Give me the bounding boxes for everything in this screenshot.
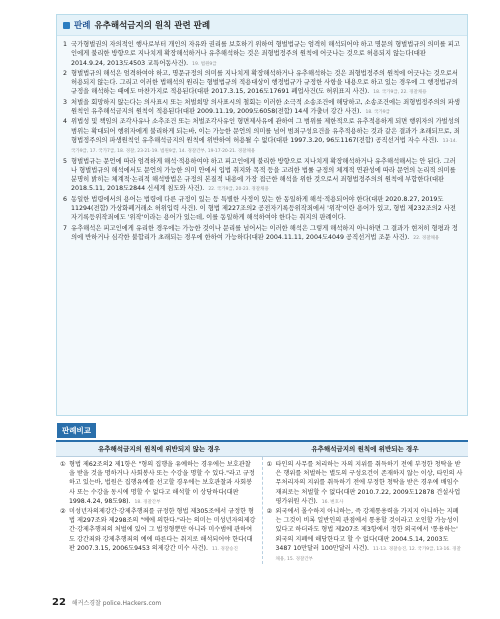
comparison-label: 판례비교	[57, 423, 96, 438]
case-item	[63, 98, 460, 118]
case-text: 형벌법규는 문언에 따라 엄격하게 해석·적용하여야 하고 피고인에게 불리한 방향으로 지나치게 확장해석하거나 유추해석해서는 안 된다. 그러나 형벌법규의 해석에서도 문언의 가능한 의미 안에서 입법 취지와 목적 등을 고려한 법률 규정의 체계적 연관성에 따라 문언의 논리적 의미를 분명히 밝히는 체계적·논리적 해석방법은 규정의 본질적 내용에 가장 접근한 해석을 위한 것으로서 죄형법정주의의 원칙에 부합한다(대판 2018.5.11, 2018도2844 신세계 침도와 사건). 22. 국가9급, 20·23. 경찰채용	[71, 157, 456, 193]
case-box-title: 유추해석금지의 원칙 관련 판례	[94, 21, 211, 31]
case-tag: 판례	[74, 21, 91, 31]
exam-source: 19. 법원9급	[192, 61, 217, 67]
comparison-item	[60, 507, 257, 554]
case-item	[63, 157, 460, 195]
case-text: 처벌을 회망하지 않는다는 의사표시 또는 처벌희망 의사표시의 철회는 이러한 소극적 소송조건에 해당하고, 소송조건에는 죄형법정주의의 파생원칙인 유추해석금지의 원칙이 적용된다(대판 2009.11.19, 2009도6058(전합) 14세 가출녀 강간 사건). 18. 국가9급	[71, 98, 460, 116]
case-number: 2	[63, 69, 68, 77]
case-number: 7	[63, 224, 68, 232]
case-number: 1	[63, 41, 68, 48]
case-number: 6	[63, 195, 68, 203]
exam-source: 18. 경찰간부	[134, 499, 161, 505]
case-item	[63, 117, 460, 156]
exam-source: 11·13. 경찰승진, 12. 국가9급, 13·16. 경찰채용, 15. 경찰간부	[275, 546, 461, 563]
item-number: ②	[266, 508, 273, 516]
case-number: 4	[63, 118, 68, 126]
case-text: 위법성 및 책임의 조각사유나 소추조건 또는 처벌조각사유인 형면제사유에 관하여 그 범위를 제한적으로 유추적용하게 되면 행위자의 가벌성의 범위는 확대되어 행위자에게 불리하게 되는바, 이는 가능한 문언의 의미를 넘어 범죄구성요건을 유추적용하는 것과 같은 결과가 초래되므로, 죄형법정주의의 파생원칙인 유추해석금지의 원칙에 위반하여 허용될 수 없다(대판 1997.3.20, 96도1167(전합) 공직선거법 자수 사건). 13·14. 국가9급, 17. 국가7급, 18. 경찰, 23·21·19. 법원9급, 14. 경찰간부, 19·17·20·21. 경찰채용	[71, 118, 460, 155]
case-item	[63, 69, 460, 98]
case-box	[56, 14, 468, 416]
left-column-header: 유추해석금지의 원칙에 위반되지 않는 경우	[97, 445, 221, 453]
exam-source: 11. 경찰승진	[211, 546, 238, 552]
comparison-item	[267, 460, 464, 507]
case-item	[63, 40, 460, 69]
case-number: 3	[63, 98, 68, 106]
case-list	[57, 36, 467, 243]
item-text: 형법 제62조의2 제1항은 "형의 집행을 유예하는 경우에는 보호관찰을 받을 것을 명하거나 사회봉사 또는 수강을 명할 수 있다."라고 규정하고 있는바, 법원은 집행유예를 선고할 경우에는 보호관찰과 사회봉사 또는 수강을 동시에 명할 수 없다고 해석할 이 상당하다(대판 1998.4.24, 98도98). 18. 경찰간부	[69, 461, 255, 505]
left-column	[56, 457, 262, 564]
page-footer	[52, 597, 161, 608]
comparison-body	[56, 457, 468, 564]
item-number: ②	[60, 508, 66, 516]
comparison-table	[56, 440, 468, 564]
case-text: 국가형벌권의 자의적인 행사로부터 개인의 자유와 권리를 보호하기 위하여 형벌법규는 엄격히 해석되어야 하고 명문의 형벌법규의 의미를 피고인에게 불리한 방향으로 지나치게 확장해석하거나 유추해석하는 것은 죄형법정주의 원칙에 어긋나는 것으로 허용되지 않는다(대판 2014.9.24, 2013도4503 교특어동사건). 19. 법원9급	[71, 41, 460, 67]
case-item	[63, 195, 460, 224]
right-column	[262, 457, 469, 564]
case-item	[63, 224, 460, 244]
item-text: 외국에서 몰수하지 아니하는, 즉 강제통용력을 가지지 아니하는 지폐는 그것이 비록 일반인의 관점에서 통용할 것이라고 오인할 가능성이 있다고 하더라도 형법 제207조 제3항에서 정한 외국에서 '통용하는' 외국의 지폐에 해당한다고 할 수 없다(대판 2004.5.14, 2003도3487 10만달러 100만달러 사건). 11·13. 경찰승진, 12. 국가9급, 13·16. 경찰채용, 15. 경찰간부	[275, 508, 461, 563]
item-number: ①	[60, 461, 66, 468]
case-text: 형벌법규의 해석은 엄격하여야 하고, 명문규정의 의미를 지나치게 확장해석하거나 유추해석하는 것은 죄형법정주의 원칙에 어긋나는 것으로서 허용되지 않는다. 그리고 이러한 법해석의 원리는 형벌법규의 적용대상이 행정법규가 규정한 사항을 내용으로 하고 있는 경우에 그 행정법규의 규정을 해석하는 때에도 마찬가지로 적용된다(대판 2017.3.15, 2016도17691 폐업사건(도 허위표지 사건). 18. 국가9급, 22. 경찰채용	[71, 69, 458, 96]
case-text: 유추해석은 피고인에게 유리한 경우에는 가능한 것이나 문리를 넘어서는 이러한 해석은 그렇게 해석하지 아니하면 그 결과가 현저히 형평과 정의에 반하거나 심각한 불합리가 초래되는 경우에 한하여 가능하다(대판 2004.11.11, 2004도4049 공직선거법 조문 사건). 22. 경찰채용	[71, 224, 458, 241]
comparison-item	[267, 507, 464, 564]
item-text: 미성년자의제강간·강제추행죄를 규정한 형법 제305조에서 규정한 형법 제297조와 제298조의 "예에 의한다."라는 의미는 미성년자의제강간·강제추행죄의 처벌에 있어 그 법정형뿐만 아니라 미수범에 관하여도 강간죄와 강제추행죄의 예에 따른다는 취지로 해석되어야 한다(대판 2007.3.15, 2006도9453 의제강간 미수 사건). 11. 경찰승진	[69, 508, 256, 552]
case-text: 동일한 법령에서의 용어는 법령에 다른 규정이 있는 등 특별한 사정이 있는 한 동일하게 해석·적용되어야 한다(대판 2020.8.27, 2019도11294(전합) 가상화폐거래소 허위입력 사건). 이 형법 제227조의2 공전자기록등위작죄에서 '위작'이란 용어가 있고, 형법 제232조의2 사전자기록등위작죄에도 '위작'이라는 용어가 있는데, 이를 동일하게 해석하여야 한다는 취지의 판례이다.	[71, 195, 456, 222]
exam-source: 22. 경찰채용	[413, 235, 440, 241]
item-number: ①	[266, 461, 273, 468]
item-text: 타인의 사무를 처리하는 자의 지위를 취득하기 전에 부정한 청탁을 받은 행위를 처벌하는 별도의 구성요건이 존재하지 않는 이상, 타인의 사무처리자의 지위를 취득하기 전에 부정한 청탁을 받은 경우에 배임수재죄로는 처벌할 수 없다(대판 2010.7.22, 2009도12878 건설사업 평가위원 사건). 16. 변호사	[275, 461, 463, 505]
publisher-site: 해커스경찰 police.Hackers.com	[71, 600, 162, 607]
comparison-item	[60, 460, 257, 507]
exam-source: 18. 국가9급, 22. 경찰채용	[373, 90, 427, 96]
comparison-header-row	[56, 442, 468, 457]
bookmark-icon	[63, 22, 70, 29]
exam-source: 13·14. 국가9급, 17. 국가7급, 18. 경찰, 23·21·19. 법원9급, 14. 경찰간부, 19·17·20·21. 경찰채용	[71, 138, 457, 155]
exam-source: 22. 국가9급, 20·23. 경찰채용	[208, 187, 269, 193]
case-number: 5	[63, 157, 68, 165]
case-box-header	[57, 15, 467, 36]
right-column-header: 유추해석금지의 원칙에 위반되는 경우	[311, 445, 419, 453]
exam-source: 18. 국가9급	[365, 110, 390, 116]
page-number: 22	[52, 597, 66, 608]
exam-source: 16. 변호사	[321, 499, 344, 505]
